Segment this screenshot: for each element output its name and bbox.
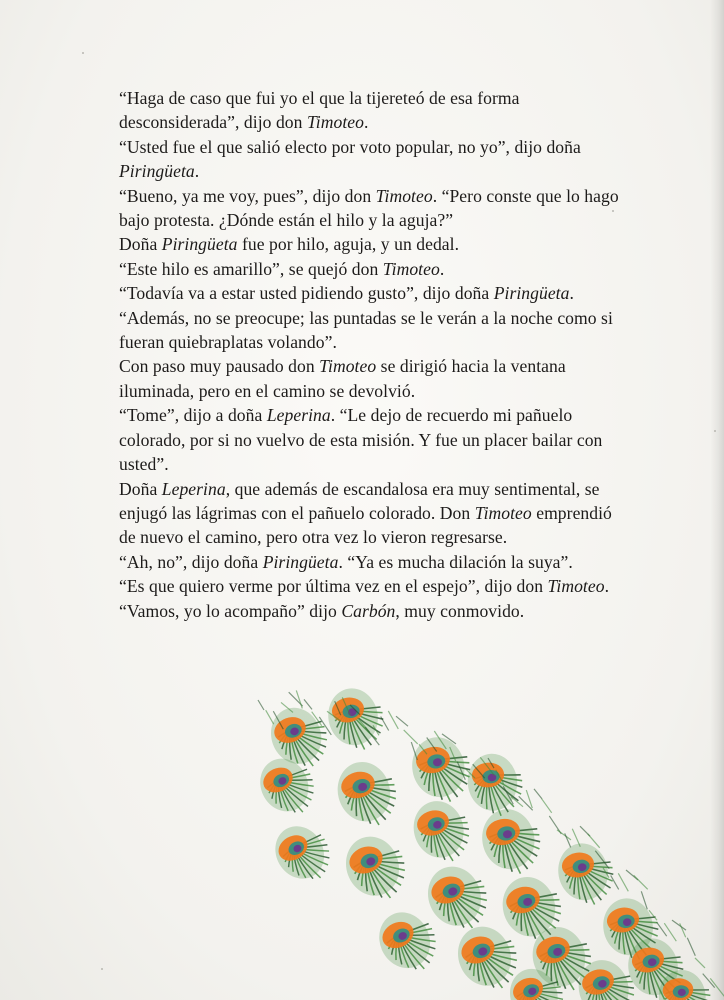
story-paragraph <box>119 281 619 305</box>
story-text <box>119 86 619 623</box>
text-run: , muy conmovido. <box>395 600 525 621</box>
feather-barb-stroke <box>687 938 695 956</box>
story-paragraph <box>119 184 619 233</box>
character-name: Timoteo <box>474 502 532 523</box>
character-name: Timoteo <box>375 185 433 206</box>
paper-speck <box>101 968 103 970</box>
text-run: . <box>569 283 574 304</box>
character-name: Piringüeta <box>119 161 195 182</box>
text-run: . <box>439 258 445 279</box>
peacock-feather <box>420 857 496 939</box>
feather-barb-stroke <box>710 978 724 996</box>
text-run: “Usted fue el que salió electo por voto popular, no yo”, dijo doña <box>119 136 581 157</box>
text-run: . “Pero conste que lo hago bajo protesta. ¿Dónde están el hilo y la aguja?” <box>119 185 619 231</box>
character-name: Timoteo <box>382 258 440 279</box>
peacock-feathers-illustration <box>238 660 724 1000</box>
text-run: “Vamos, yo lo acompaño” dijo <box>119 600 342 621</box>
text-run: “Este hilo es amarillo”, se quejó don <box>119 258 383 279</box>
text-run: . “Le dejo de recuerdo mi pañuelo colorado, por si no vuelvo de esta misión. Y fue un placer bailar con usted”. <box>119 405 603 475</box>
text-run: . <box>604 576 610 597</box>
story-paragraph <box>119 550 619 574</box>
feather-barb-stroke <box>611 875 619 889</box>
peacock-feather <box>407 794 476 869</box>
text-run: . “Ya es mucha dilación la suya”. <box>338 551 573 572</box>
story-paragraph <box>119 574 619 598</box>
feather-barb-stroke <box>572 829 580 847</box>
story-paragraph <box>119 135 619 184</box>
text-run: Doña <box>119 234 162 255</box>
text-run: Doña <box>119 478 162 499</box>
paper-speck <box>714 430 716 432</box>
character-name: Timoteo <box>306 112 364 133</box>
feather-barb-stroke <box>565 833 571 847</box>
story-paragraph <box>119 354 619 403</box>
feather-barb-stroke <box>534 789 542 799</box>
character-name: Leperina <box>161 478 226 499</box>
text-run: emprendió de nuevo el camino, pero otra vez lo vieron regresarse. <box>119 502 612 548</box>
paper-speck <box>82 52 84 54</box>
text-run: . <box>364 112 369 133</box>
feather-barb-stroke <box>634 875 648 889</box>
story-paragraph <box>119 477 619 550</box>
feather-barb-stroke <box>404 730 418 744</box>
text-run: “Tome”, dijo a doña <box>119 405 267 426</box>
peacock-feather <box>252 749 324 825</box>
character-name: Piringüeta <box>161 234 238 255</box>
peacock-feather <box>554 839 618 910</box>
feather-group <box>252 684 713 1000</box>
text-run: “Es que quiero verme por última vez en el espejo”, dijo don <box>119 576 548 597</box>
feather-barb-stroke <box>381 717 389 731</box>
character-name: Timoteo <box>547 576 605 597</box>
text-run: se dirigió hacia la ventana iluminada, pero en el camino se devolvió. <box>119 356 566 401</box>
text-run: “Ah, no”, dijo doña <box>119 551 263 572</box>
story-paragraph <box>119 86 619 135</box>
text-run: “Además, no se preocupe; las puntadas se le verán a la noche como si fueran quiebraplatas volando”. <box>119 307 613 353</box>
character-name: Carbón <box>341 600 396 621</box>
feather-barb-stroke <box>695 958 705 968</box>
peacock-feather <box>478 804 546 879</box>
peacock-feather <box>331 755 403 834</box>
feather-barb-stroke <box>680 923 686 937</box>
feather-barb-stroke <box>664 923 676 941</box>
feather-barb-stroke <box>396 716 408 726</box>
feather-barb-stroke <box>557 830 571 840</box>
text-run: “Haga de caso que fui yo el que la tijereteó de esa forma desconsiderada”, dijo don <box>119 88 520 133</box>
character-name: Timoteo <box>319 356 377 377</box>
character-name: Piringüeta <box>493 283 570 304</box>
feather-barb-stroke <box>703 974 715 988</box>
text-run: , que además de escandalosa era muy sentimental, se enjugó las lágrimas con el pañuelo colorado. Don <box>119 478 600 523</box>
text-run: Con paso muy pausado don <box>119 356 320 377</box>
text-run: . <box>194 161 200 182</box>
character-name: Piringüeta <box>262 551 339 572</box>
feather-barb-stroke <box>542 799 552 813</box>
text-run: “Todavía va a estar usted pidiendo gusto”, dijo doña <box>119 283 494 304</box>
feather-barb-stroke <box>258 700 264 710</box>
feather-barb-stroke <box>296 690 302 708</box>
feather-barb-stroke <box>304 699 312 709</box>
text-run: “Bueno, ya me voy, pues”, dijo don <box>119 185 376 206</box>
text-run: fue por hilo, aguja, y un dedal. <box>237 234 460 255</box>
feather-barb-stroke <box>672 920 686 930</box>
story-paragraph <box>119 232 619 256</box>
story-paragraph <box>119 306 619 355</box>
feather-barb-stroke <box>618 873 628 891</box>
story-paragraph <box>119 257 619 281</box>
peacock-feather <box>370 902 446 982</box>
peacock-feather <box>465 751 525 818</box>
character-name: Leperina <box>266 405 331 426</box>
story-paragraph <box>119 403 619 476</box>
peacock-feather <box>266 815 340 892</box>
peacock-feather <box>338 827 414 909</box>
story-paragraph <box>119 599 619 623</box>
feather-barb-stroke <box>266 710 274 724</box>
feather-barb-stroke <box>388 711 398 729</box>
